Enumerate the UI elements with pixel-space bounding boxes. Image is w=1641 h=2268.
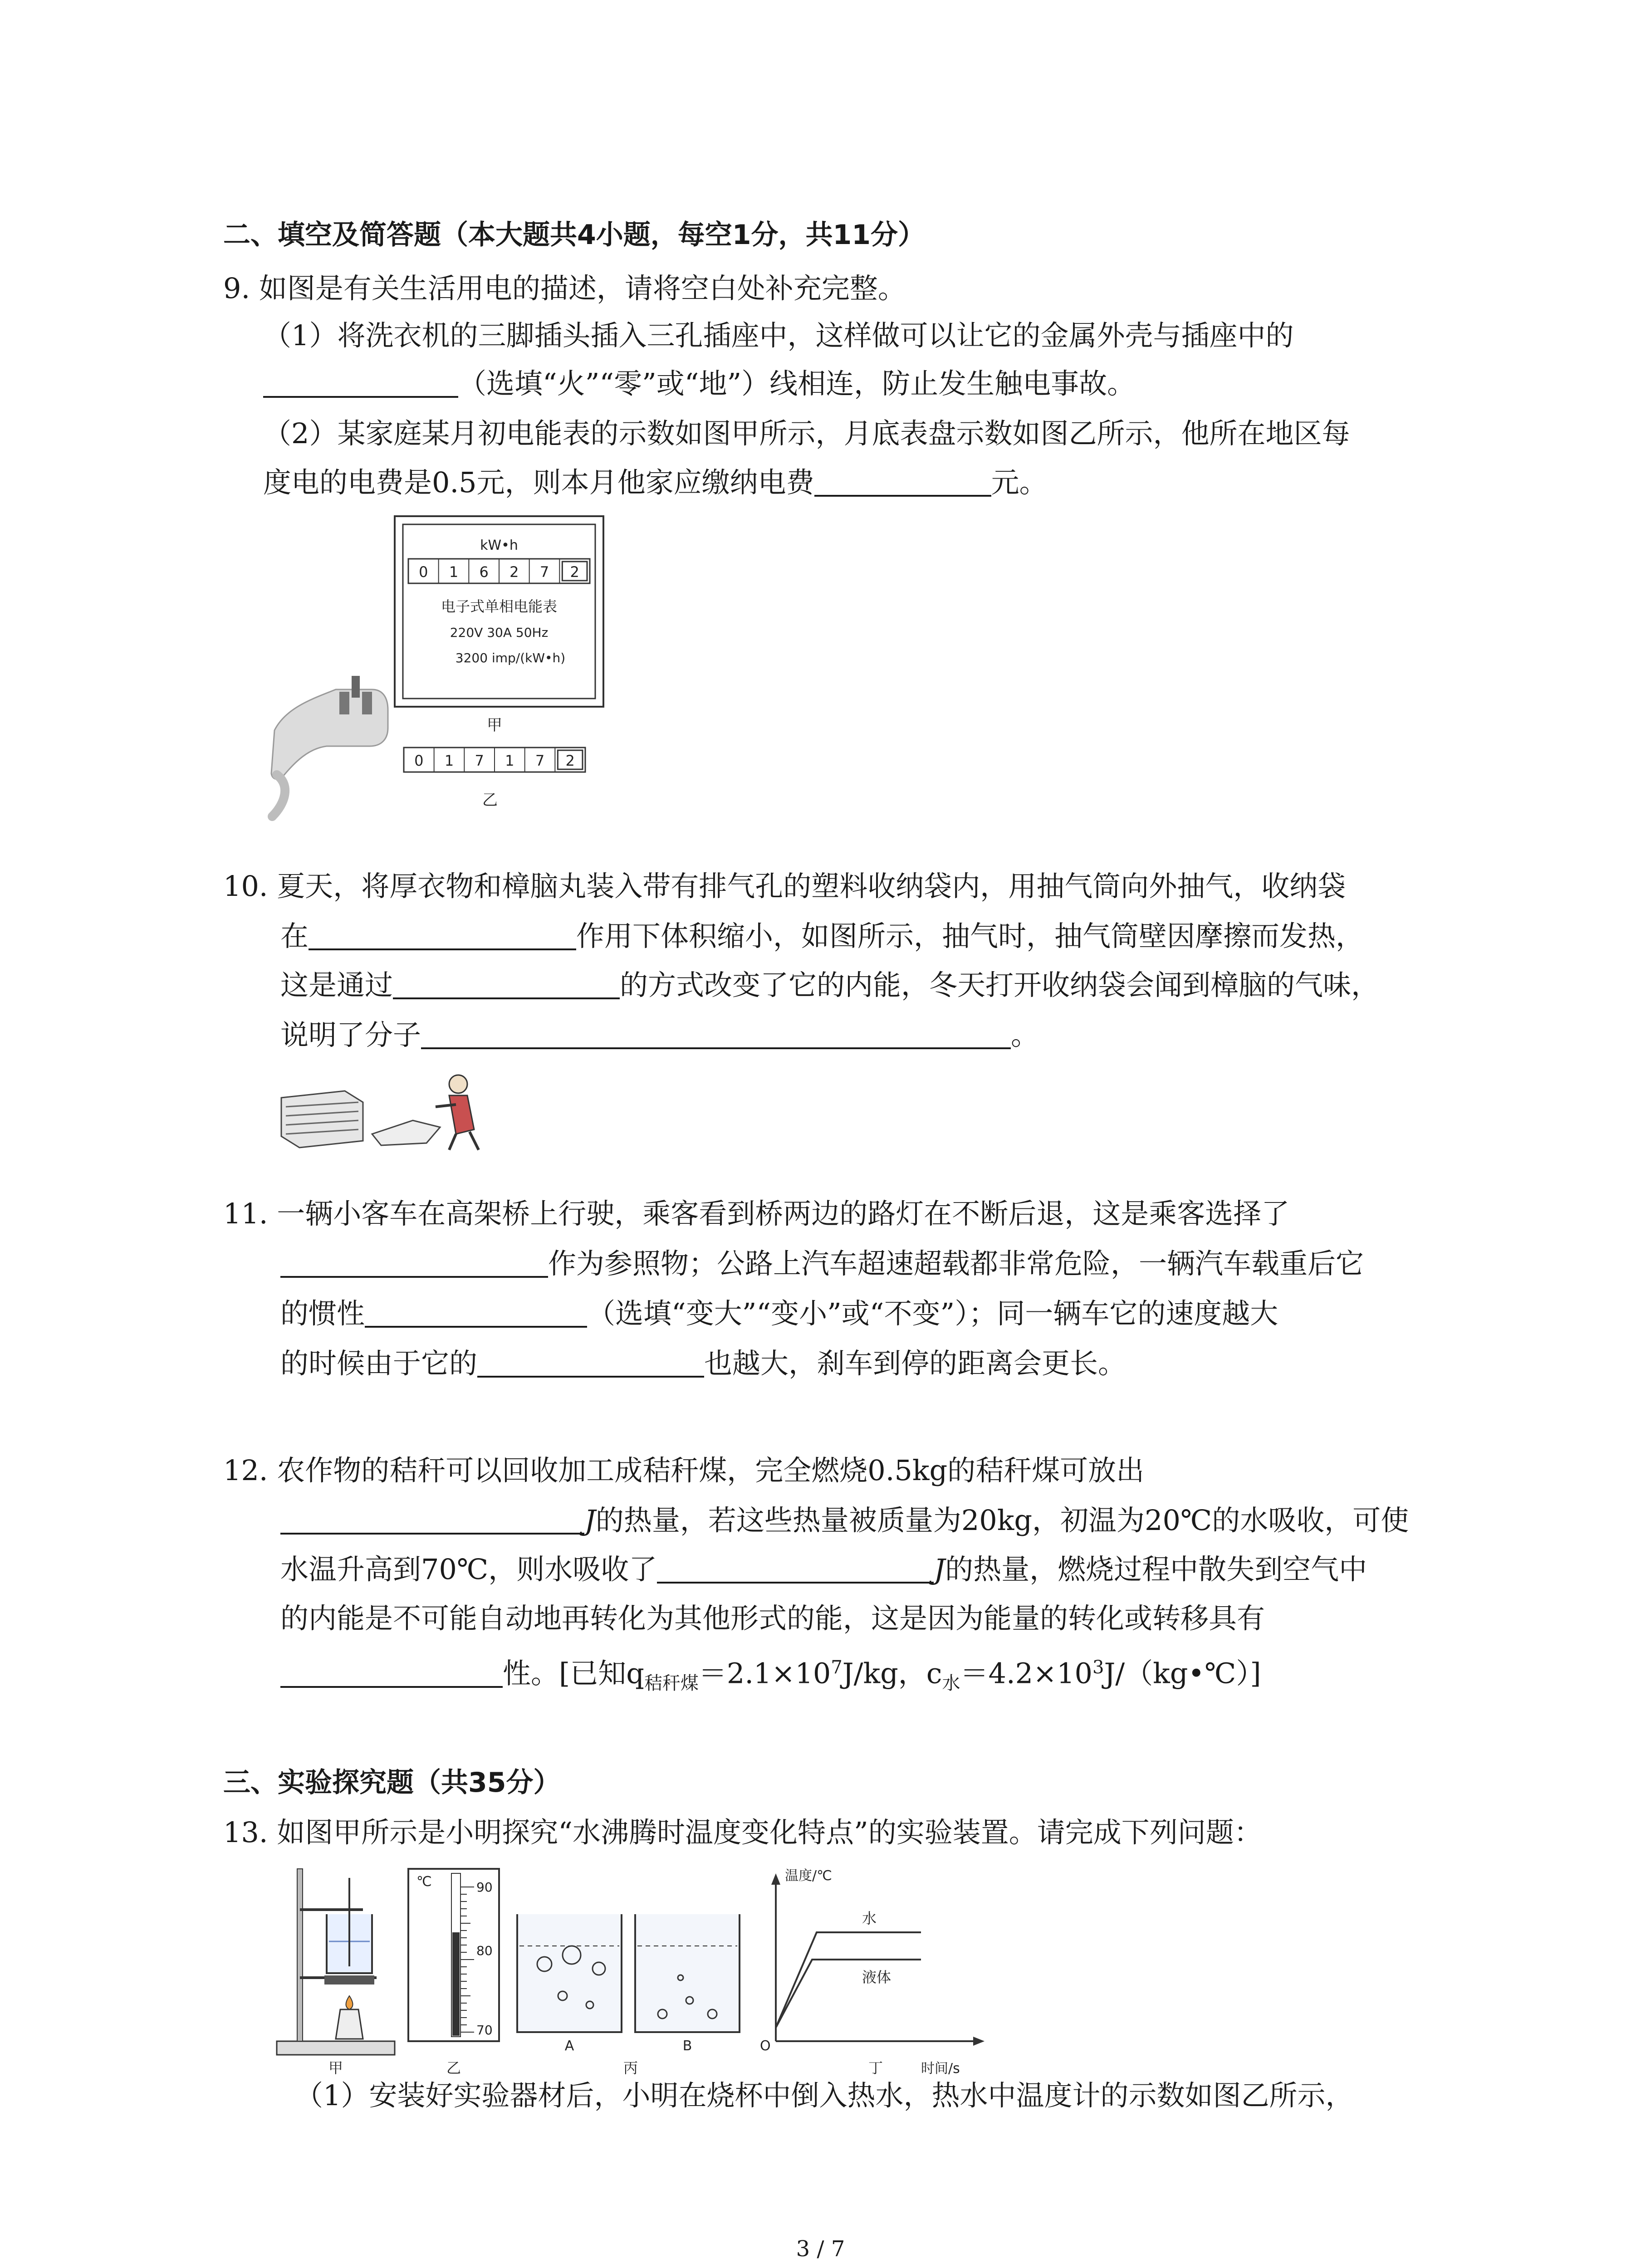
meter-digit: 2	[570, 563, 579, 581]
meter-digit: 2	[509, 563, 519, 581]
q12-superscript: 3	[1092, 1657, 1104, 1678]
q12-text: ＝2.1×10	[698, 1657, 831, 1690]
q12-superscript: 7	[831, 1657, 843, 1678]
answer-blank[interactable]	[280, 1657, 503, 1688]
meter-unit: kW•h	[480, 538, 518, 553]
meter-digit: 1	[505, 752, 514, 769]
q11-text: 的时候由于它的	[280, 1347, 478, 1380]
answer-blank[interactable]	[309, 919, 576, 950]
fig-label-ding: 丁	[868, 2059, 883, 2077]
graph-origin: O	[760, 2038, 771, 2054]
q12-unit: J	[584, 1504, 596, 1537]
q9-part1-line1: （1）将洗衣机的三脚插头插入三孔插座中，这样做可以让它的金属外壳与插座中的	[263, 319, 1294, 352]
q12-subscript: 秸秆煤	[644, 1673, 699, 1694]
q10-text: 的方式改变了它的内能，冬天打开收纳袋会闻到樟脑的气味，	[620, 968, 1380, 1002]
q12-line2	[280, 1502, 1409, 1539]
thermometer-unit: ℃	[416, 1874, 432, 1890]
q10-text: 作用下体积缩小，如图所示，抽气时，抽气筒壁因摩擦而发热，	[576, 919, 1364, 953]
section-2-heading: 二、填空及简答题（本大题共4小题，每空1分，共11分）	[223, 219, 925, 251]
q10-line2	[280, 918, 1364, 954]
q13-stem: 13. 如图甲所示是小明探究“水沸腾时温度变化特点”的实验装置。请完成下列问题：	[223, 1816, 1262, 1849]
graph-series-water: 水	[862, 1910, 877, 1927]
q12-text: ＝4.2×10	[960, 1657, 1092, 1690]
q10-text: 说明了分子	[280, 1018, 421, 1051]
meter-digit: 7	[475, 752, 484, 769]
q11-line3	[280, 1295, 1278, 1332]
q9-part2-line1: （2）某家庭某月初电能表的示数如图甲所示，月底表盘示数如图乙所示，他所在地区每	[263, 417, 1350, 450]
temperature-time-graph	[771, 1873, 985, 2046]
q12-line4: 的内能是不可能自动地再转化为其他形式的能，这是因为能量的转化或转移具有	[280, 1602, 1265, 1635]
meter-label-yi: 乙	[482, 791, 498, 809]
q10-text: 。	[1011, 1018, 1039, 1051]
meter-digit: 0	[419, 563, 428, 581]
q12-unit: J	[934, 1553, 945, 1586]
beaker-a-label: A	[564, 2038, 574, 2054]
q12-text: J/（kg•℃）]	[1104, 1657, 1261, 1690]
meter-digit: 2	[565, 752, 575, 769]
q11-text: 也越大，刹车到停的距离会更长。	[704, 1347, 1127, 1380]
beaker-b-icon	[635, 1914, 740, 2032]
q12-text: 的热量，燃烧过程中散失到空气中	[945, 1553, 1367, 1586]
q9-stem: 9. 如图是有关生活用电的描述，请将空白处补充完整。	[223, 272, 906, 305]
q12-subscript: 水	[942, 1673, 960, 1694]
q9-part1-text: （选填“火”“零”或“地”）线相连，防止发生触电事故。	[458, 367, 1136, 400]
thermometer-tick-70: 70	[476, 2023, 493, 2038]
q9-part2-text: 度电的电费是0.5元，则本月他家应缴纳电费	[263, 466, 814, 499]
meter-digit: 6	[479, 563, 489, 581]
beaker-a-icon	[517, 1914, 622, 2032]
q10-line4	[280, 1017, 1039, 1053]
q11-text: 作为参照物；公路上汽车超速超载都非常危险，一辆汽车载重后它	[548, 1247, 1364, 1280]
page-number: 3 / 7	[796, 2236, 845, 2262]
answer-blank[interactable]	[280, 1504, 584, 1535]
meter-digit: 7	[539, 563, 549, 581]
q12-line3	[280, 1551, 1367, 1588]
answer-blank[interactable]	[263, 367, 458, 398]
q10-line1: 10. 夏天，将厚衣物和樟脑丸装入带有排气孔的塑料收纳袋内，用抽气筒向外抽气，收纳袋	[223, 870, 1346, 903]
graph-y-label: 温度/℃	[785, 1868, 832, 1884]
meter-digit: 1	[444, 752, 454, 769]
q9-figure	[259, 508, 667, 826]
series-liquid-line	[776, 1960, 921, 2028]
q11-text: （选填“变大”“变小”或“不变”）；同一辆车它的速度越大	[587, 1297, 1279, 1330]
meter-label-jia: 甲	[487, 716, 502, 734]
section-3-heading: 三、实验探究题（共35分）	[223, 1767, 561, 1799]
q10-text: 在	[280, 919, 309, 953]
q12-text: 水温升高到70℃，则水吸收了	[280, 1553, 657, 1586]
graph-series-liquid: 液体	[862, 1969, 892, 1986]
q10-figure	[277, 1066, 513, 1157]
graph-x-label: 时间/s	[921, 2061, 960, 2077]
meter-digits-yi	[404, 748, 585, 772]
three-pin-plug-icon	[271, 676, 388, 816]
thermometer-tick-90: 90	[476, 1880, 493, 1895]
q12-line1: 12. 农作物的秸秆可以回收加工成秸秆煤，完全燃烧0.5kg的秸秆煤可放出	[223, 1454, 1145, 1487]
answer-blank[interactable]	[280, 1247, 548, 1278]
q10-line3	[280, 967, 1379, 1003]
q12-text: 的热量，若这些热量被质量为20kg，初温为20℃的水吸收，可使	[595, 1504, 1409, 1537]
answer-blank[interactable]	[393, 968, 620, 999]
boiling-apparatus-icon	[277, 1869, 395, 2055]
person-pump-icon	[436, 1075, 479, 1150]
series-water-line	[776, 1932, 921, 2028]
q12-text: J/kg，c	[842, 1657, 942, 1690]
q13-part1: （1）安装好实验器材后，小明在烧杯中倒入热水，热水中温度计的示数如图乙所示，	[295, 2079, 1354, 2112]
flat-bag-icon	[372, 1120, 440, 1145]
meter-digit: 7	[535, 752, 545, 769]
q11-line1: 11. 一辆小客车在高架桥上行驶，乘客看到桥两边的路灯在不断后退，这是乘客选择了	[223, 1197, 1290, 1230]
q11-line4	[280, 1345, 1126, 1382]
answer-blank[interactable]	[657, 1553, 934, 1584]
answer-blank[interactable]	[365, 1297, 587, 1328]
thermometer-tick-80: 80	[476, 1943, 493, 1958]
meter-digit: 0	[414, 752, 424, 769]
meter-digit: 1	[449, 563, 459, 581]
fig-label-yi: 乙	[446, 2059, 461, 2077]
fig-label-jia: 甲	[328, 2059, 343, 2077]
answer-blank[interactable]	[421, 1018, 1011, 1049]
meter-imp: 3200 imp/(kW•h)	[455, 650, 566, 665]
q12-text: 性。[已知q	[503, 1657, 644, 1690]
q11-line2	[280, 1246, 1364, 1282]
q12-line5	[280, 1649, 1261, 1701]
answer-blank[interactable]	[477, 1347, 704, 1378]
q11-text: 的惯性	[280, 1297, 365, 1330]
q13-figure	[272, 1860, 1452, 2077]
storage-bag-icon	[281, 1091, 363, 1148]
fig-label-bing: 丙	[623, 2059, 638, 2077]
beaker-b-label: B	[682, 2038, 692, 2054]
q9-part2-line2	[263, 464, 1048, 501]
q9-part1-line2	[263, 366, 1135, 402]
answer-blank[interactable]	[814, 466, 991, 497]
meter-spec: 220V 30A 50Hz	[450, 625, 549, 640]
meter-name: 电子式单相电能表	[441, 598, 558, 615]
q9-part2-unit: 元。	[991, 466, 1048, 499]
q10-text: 这是通过	[280, 968, 393, 1002]
